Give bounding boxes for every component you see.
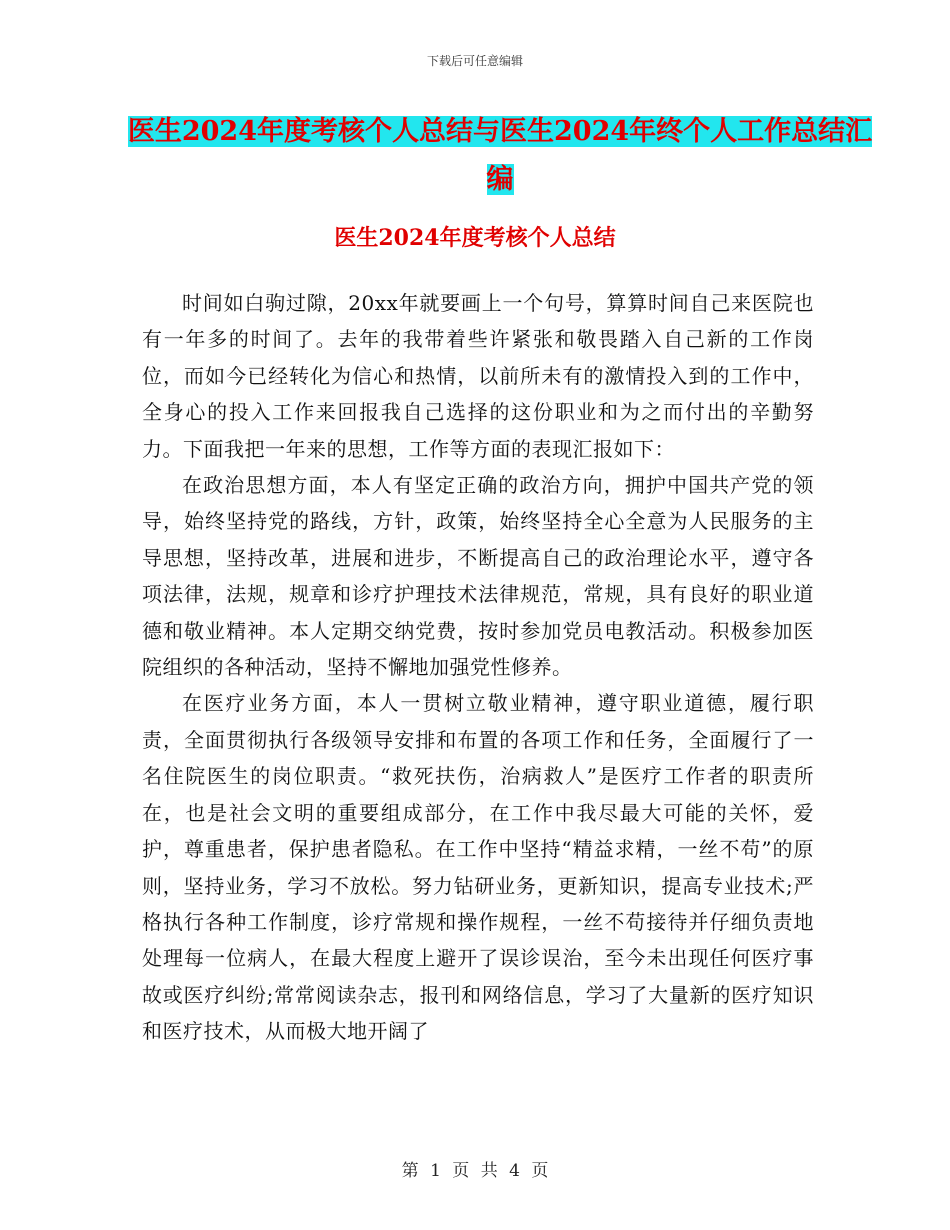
paragraph-medical: 在医疗业务方面，本人一贯树立敬业精神，遵守职业道德，履行职责，全面贯彻执行各级领导安排和布置的各项工作和任务，全面履行了一名住院医生的岗位职责。“救死扶伤，治病救人”是医疗工作者的职责所在，也是社会文明的重要组成部分，在工作中我尽最大可能的关怀，爱护，尊重患者，保护患者隐私。在工作中坚持“精益求精，一丝不苟”的原则，坚持业务，学习不放松。努力钻研业务，更新知识，提高专业技术;严格执行各种工作制度，诊疗常规和操作规程，一丝不苟接待并仔细负责地处理每一位病人，在最大程度上避开了误诊误治，至今未出现任何医疗事故或医疗纠纷;常常阅读杂志，报刊和网络信息，学习了大量新的医疗知识和医疗技术，从而极大地开阔了 xyxy=(142,691,814,1044)
document-title xyxy=(120,108,880,204)
section-title: 医生2024年度考核个人总结 xyxy=(334,225,616,251)
paragraph-intro: 时间如白驹过隙，20xx年就要画上一个句号，算算时间自己来医院也有一年多的时间了。去年的我带着些许紧张和敬畏踏入自己新的工作岗位，而如今已经转化为信心和热情，以前所未有的激情投入到的工作中，全身心的投入工作来回报我自己选择的这份职业和为之而付出的辛勤努力。下面我把一年来的思想，工作等方面的表现汇报如下： xyxy=(142,291,814,461)
page-number: 第 1 页 共 4 页 xyxy=(401,1161,549,1181)
page-header-note: 下载后可任意编辑 xyxy=(426,54,523,68)
paragraph-political: 在政治思想方面，本人有坚定正确的政治方向，拥护中国共产党的领导，始终坚持党的路线，方针，政策，始终坚持全心全意为人民服务的主导思想，坚持改革，进展和进步，不断提高自己的政治理论水平，遵守各项法律，法规，规章和诊疗护理技术法律规范，常规，具有良好的职业道德和敬业精神。本人定期交纳党费，按时参加党员电教活动。积极参加医院组织的各种活动，坚持不懈地加强党性修养。 xyxy=(142,473,814,680)
document-body xyxy=(142,285,814,1050)
document-title-text: 医生2024年度考核个人总结与医生2024年终个人工作总结汇编 xyxy=(127,116,873,195)
